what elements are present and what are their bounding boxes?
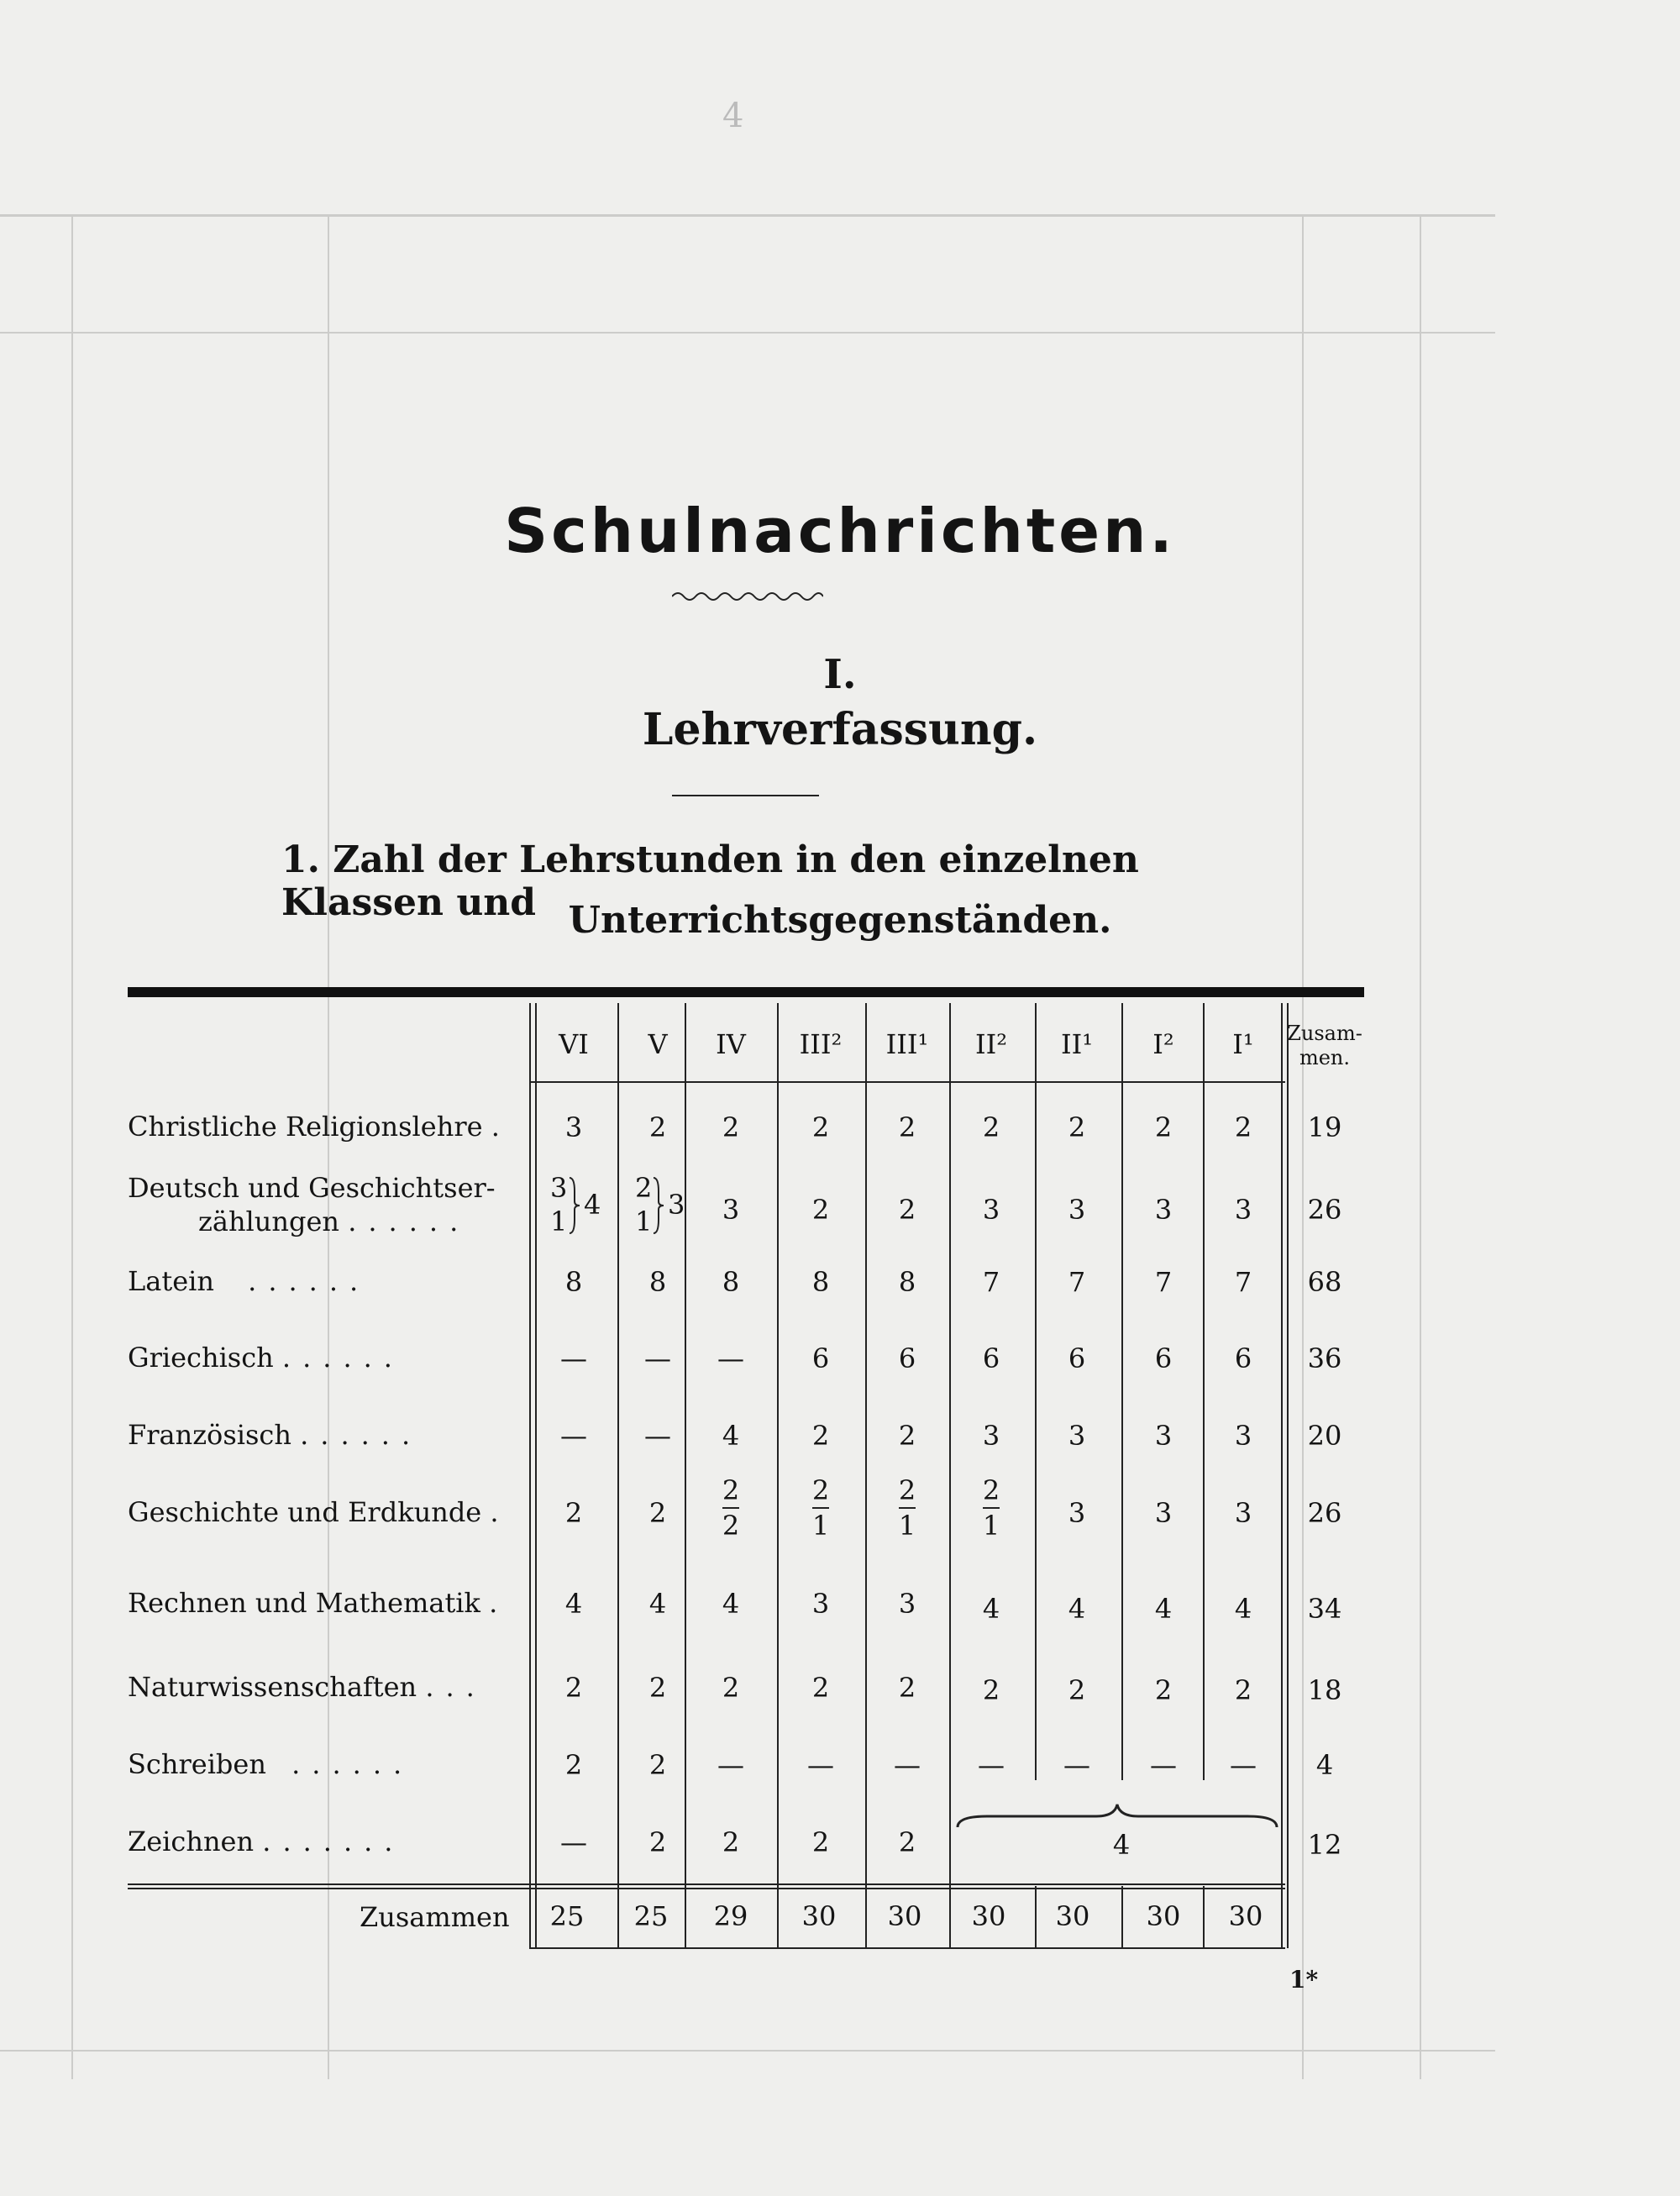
split-value-top: 3 bbox=[550, 1172, 568, 1204]
curly-brace-icon bbox=[953, 1798, 1281, 1831]
table-cell: — bbox=[644, 1342, 671, 1374]
table-cell: 6 bbox=[898, 1342, 916, 1374]
total-rule bbox=[128, 1883, 1285, 1885]
fraction-top: 2 bbox=[899, 1477, 916, 1509]
table-divider bbox=[1035, 1003, 1037, 1780]
table-cell: 25 bbox=[633, 1900, 669, 1932]
table-cell: 3 bbox=[1154, 1194, 1173, 1226]
row-dots: . bbox=[490, 1496, 499, 1528]
row-dots: . bbox=[491, 1111, 500, 1143]
page-number: 4 bbox=[722, 97, 744, 135]
row-dots: ...... bbox=[291, 1748, 414, 1780]
row-total: 26 bbox=[1307, 1194, 1342, 1226]
table-cell: 3 bbox=[1154, 1497, 1173, 1529]
table-cell: 25 bbox=[549, 1900, 585, 1932]
row-total: 26 bbox=[1307, 1497, 1342, 1529]
table-top-rule bbox=[128, 987, 1364, 997]
table-divider bbox=[777, 1003, 779, 1948]
row-label bbox=[128, 1265, 370, 1297]
table-cell: 2 bbox=[811, 1194, 830, 1226]
fraction-bottom: 2 bbox=[722, 1510, 740, 1542]
table-cell: 29 bbox=[713, 1900, 748, 1932]
table-cell: 2 bbox=[811, 1111, 830, 1143]
row-total: 36 bbox=[1307, 1342, 1342, 1374]
row-dots: ...... bbox=[300, 1419, 423, 1451]
row-label: Zusammen bbox=[360, 1901, 510, 1933]
row-dots: ...... bbox=[281, 1342, 404, 1374]
table-cell: 2 bbox=[722, 1111, 740, 1143]
table-cell: — bbox=[1063, 1749, 1090, 1781]
row-dots: . bbox=[489, 1587, 498, 1619]
table-cell: 2 bbox=[898, 1420, 916, 1452]
table-cell: 2 bbox=[564, 1497, 583, 1529]
table-cell: 8 bbox=[722, 1266, 740, 1298]
table-cell: 30 bbox=[1228, 1900, 1263, 1932]
table-cell: 3 bbox=[982, 1420, 1000, 1452]
table-divider bbox=[1121, 1003, 1123, 1780]
row-dots: ...... bbox=[248, 1265, 370, 1297]
row-total: 20 bbox=[1307, 1420, 1342, 1452]
fraction-bottom: 1 bbox=[982, 1510, 1000, 1542]
row-label-line2 bbox=[198, 1206, 470, 1237]
col-header: I² bbox=[1152, 1028, 1174, 1060]
col-header: III¹ bbox=[885, 1028, 929, 1060]
row-dots: ... bbox=[425, 1671, 486, 1703]
table-cell: 2 bbox=[811, 1420, 830, 1452]
table-cell: 3 bbox=[1154, 1420, 1173, 1452]
table-cell-fraction bbox=[783, 1474, 858, 1542]
table-cell: — bbox=[894, 1749, 921, 1781]
table-cell: 7 bbox=[1154, 1266, 1173, 1298]
table-cell: — bbox=[644, 1420, 671, 1452]
table-cell: 3 bbox=[1068, 1497, 1086, 1529]
table-cell: 2 bbox=[1154, 1111, 1173, 1143]
table-cell: 4 bbox=[1154, 1593, 1173, 1625]
table-divider bbox=[685, 1003, 686, 1948]
fraction-top: 2 bbox=[812, 1477, 829, 1509]
fraction-bottom: 1 bbox=[898, 1510, 916, 1542]
table-cell: 4 bbox=[722, 1420, 740, 1452]
section-numeral: I. bbox=[823, 651, 857, 698]
table-cell: 3 bbox=[1068, 1194, 1086, 1226]
row-label-text: Latein bbox=[128, 1265, 214, 1297]
table-cell: 8 bbox=[898, 1266, 916, 1298]
row-label bbox=[128, 1342, 404, 1374]
table-cell: 6 bbox=[982, 1342, 1000, 1374]
table-cell: 3 bbox=[982, 1194, 1000, 1226]
row-label bbox=[128, 1748, 413, 1780]
title-rule bbox=[672, 795, 819, 796]
table-cell: 30 bbox=[887, 1900, 922, 1932]
table-cell: — bbox=[560, 1342, 587, 1374]
table-cell: 8 bbox=[564, 1266, 583, 1298]
table-divider bbox=[1203, 1003, 1205, 1780]
row-label-text: Rechnen und Mathematik bbox=[128, 1587, 480, 1619]
table-cell: 7 bbox=[1234, 1266, 1252, 1298]
table-cell: 2 bbox=[1234, 1674, 1252, 1706]
brace-icon bbox=[652, 1176, 665, 1235]
table-cell: 3 bbox=[1234, 1194, 1252, 1226]
col-header: III² bbox=[799, 1028, 843, 1060]
table-divider bbox=[1121, 1886, 1123, 1948]
table-cell: 3 bbox=[722, 1194, 740, 1226]
total-header-line2: men. bbox=[1299, 1045, 1351, 1069]
table-cell: 6 bbox=[1154, 1342, 1173, 1374]
table-cell: 3 bbox=[564, 1111, 583, 1143]
col-header: II¹ bbox=[1060, 1028, 1094, 1060]
table-cell: — bbox=[1150, 1749, 1177, 1781]
row-dots: ....... bbox=[262, 1826, 405, 1857]
table-cell: 2 bbox=[648, 1749, 667, 1781]
row-label bbox=[128, 1826, 404, 1857]
total-header bbox=[1283, 1022, 1367, 1070]
col-header: VI bbox=[559, 1028, 589, 1060]
table-cell: 2 bbox=[648, 1111, 667, 1143]
row-total: 18 bbox=[1307, 1674, 1342, 1706]
page-title: Schulnachrichten. bbox=[504, 496, 1176, 566]
table-cell: 4 bbox=[1068, 1593, 1086, 1625]
row-label-text: Schreiben bbox=[128, 1748, 266, 1780]
table-cell: 4 bbox=[722, 1588, 740, 1620]
table-cell: 6 bbox=[1234, 1342, 1252, 1374]
split-value-bottom: 1 bbox=[550, 1206, 568, 1237]
split-value-bottom: 1 bbox=[635, 1206, 653, 1237]
table-cell: 30 bbox=[1146, 1900, 1181, 1932]
table-cell: 2 bbox=[722, 1826, 740, 1858]
table-cell: 6 bbox=[811, 1342, 830, 1374]
bottom-rule bbox=[529, 1947, 1285, 1949]
table-cell: — bbox=[717, 1342, 744, 1374]
table-cell: 30 bbox=[801, 1900, 837, 1932]
table-cell: 2 bbox=[722, 1672, 740, 1704]
table-cell: 2 bbox=[898, 1672, 916, 1704]
table-cell: 4 bbox=[982, 1593, 1000, 1625]
row-dots: ...... bbox=[348, 1206, 470, 1237]
table-divider bbox=[1281, 1003, 1289, 1948]
fraction-top: 2 bbox=[983, 1477, 1000, 1509]
fraction-bottom: 1 bbox=[811, 1510, 830, 1542]
table-cell: 2 bbox=[982, 1111, 1000, 1143]
table-divider bbox=[529, 1003, 537, 1948]
table-cell: 3 bbox=[811, 1588, 830, 1620]
table-divider bbox=[1203, 1886, 1205, 1948]
table-cell: 3 bbox=[898, 1588, 916, 1620]
table-cell: 2 bbox=[1068, 1111, 1086, 1143]
table-cell: 4 bbox=[564, 1588, 583, 1620]
table-cell: — bbox=[560, 1420, 587, 1452]
row-label-text: Christliche Religionslehre bbox=[128, 1111, 483, 1143]
row-label bbox=[128, 1587, 497, 1619]
row-total: 12 bbox=[1307, 1829, 1342, 1861]
row-label-text: Geschichte und Erdkunde bbox=[128, 1496, 482, 1528]
table-cell: 2 bbox=[898, 1194, 916, 1226]
brace-icon bbox=[568, 1176, 581, 1235]
table-cell: 2 bbox=[1068, 1674, 1086, 1706]
table-cell: 2 bbox=[811, 1672, 830, 1704]
subsection-title-line2: Unterrichtsgegenständen. bbox=[568, 899, 1112, 942]
table-divider bbox=[617, 1003, 619, 1948]
table-cell: — bbox=[978, 1749, 1005, 1781]
row-label-text: Zeichnen bbox=[128, 1826, 255, 1857]
split-value-top: 2 bbox=[635, 1172, 653, 1204]
table-cell: 3 bbox=[1068, 1420, 1086, 1452]
table-cell: 7 bbox=[982, 1266, 1000, 1298]
row-label-text: Griechisch bbox=[128, 1342, 274, 1374]
row-total: 34 bbox=[1307, 1593, 1342, 1625]
row-total: 19 bbox=[1307, 1111, 1342, 1143]
table-cell: 6 bbox=[1068, 1342, 1086, 1374]
row-total: 68 bbox=[1307, 1266, 1342, 1298]
table-cell: 8 bbox=[648, 1266, 667, 1298]
row-total: 4 bbox=[1315, 1749, 1334, 1781]
table-cell: 2 bbox=[1154, 1674, 1173, 1706]
total-rule bbox=[128, 1888, 1285, 1889]
row-label bbox=[128, 1419, 422, 1451]
table-cell-fraction bbox=[953, 1474, 1029, 1542]
section-title: Lehrverfassung. bbox=[642, 704, 1038, 755]
row-label bbox=[128, 1111, 500, 1143]
table-cell: 3 bbox=[1234, 1497, 1252, 1529]
table-cell: 2 bbox=[811, 1826, 830, 1858]
table-cell: 2 bbox=[898, 1111, 916, 1143]
table-cell: — bbox=[1230, 1749, 1257, 1781]
subsection-title-line1: 1. Zahl der Lehrstunden in den einzelnen Klassen und bbox=[281, 838, 1139, 924]
split-sum: 3 bbox=[668, 1189, 685, 1221]
table-cell: — bbox=[807, 1749, 834, 1781]
table-cell: 2 bbox=[648, 1497, 667, 1529]
table-cell-combined: 4 bbox=[1112, 1829, 1131, 1861]
fraction-top: 2 bbox=[722, 1477, 739, 1509]
table-cell: — bbox=[560, 1826, 587, 1858]
col-header: I¹ bbox=[1232, 1028, 1254, 1060]
table-cell-fraction bbox=[869, 1474, 945, 1542]
table-cell: 7 bbox=[1068, 1266, 1086, 1298]
row-label-text: Naturwissenschaften bbox=[128, 1671, 417, 1703]
table-divider bbox=[949, 1003, 951, 1948]
table-cell: 2 bbox=[648, 1826, 667, 1858]
table-cell: 2 bbox=[564, 1672, 583, 1704]
table-divider bbox=[865, 1003, 867, 1948]
row-label bbox=[128, 1671, 486, 1703]
table-cell: 2 bbox=[564, 1749, 583, 1781]
split-sum: 4 bbox=[584, 1189, 601, 1221]
col-header: V bbox=[648, 1028, 668, 1060]
wavy-ornament bbox=[672, 588, 823, 605]
row-label bbox=[128, 1496, 499, 1528]
total-header-line1: Zusam- bbox=[1287, 1022, 1362, 1045]
row-label-line1: Deutsch und Geschichtser- bbox=[128, 1172, 496, 1204]
table-cell: — bbox=[717, 1749, 744, 1781]
table-cell: 2 bbox=[1234, 1111, 1252, 1143]
header-rule bbox=[529, 1081, 1285, 1083]
table-cell: 2 bbox=[898, 1826, 916, 1858]
table-cell: 30 bbox=[971, 1900, 1006, 1932]
table-cell: 4 bbox=[648, 1588, 667, 1620]
table-cell: 3 bbox=[1234, 1420, 1252, 1452]
row-label-text: zählungen bbox=[198, 1206, 340, 1237]
footnote-mark: 1* bbox=[1289, 1966, 1319, 1994]
table-cell: 30 bbox=[1055, 1900, 1090, 1932]
table-cell: 2 bbox=[648, 1672, 667, 1704]
table-cell-fraction bbox=[693, 1474, 769, 1542]
col-header: IV bbox=[716, 1028, 746, 1060]
table-cell: 4 bbox=[1234, 1593, 1252, 1625]
row-label-text: Französisch bbox=[128, 1419, 291, 1451]
col-header: II² bbox=[974, 1028, 1008, 1060]
table-cell: 2 bbox=[982, 1674, 1000, 1706]
table-cell: 8 bbox=[811, 1266, 830, 1298]
